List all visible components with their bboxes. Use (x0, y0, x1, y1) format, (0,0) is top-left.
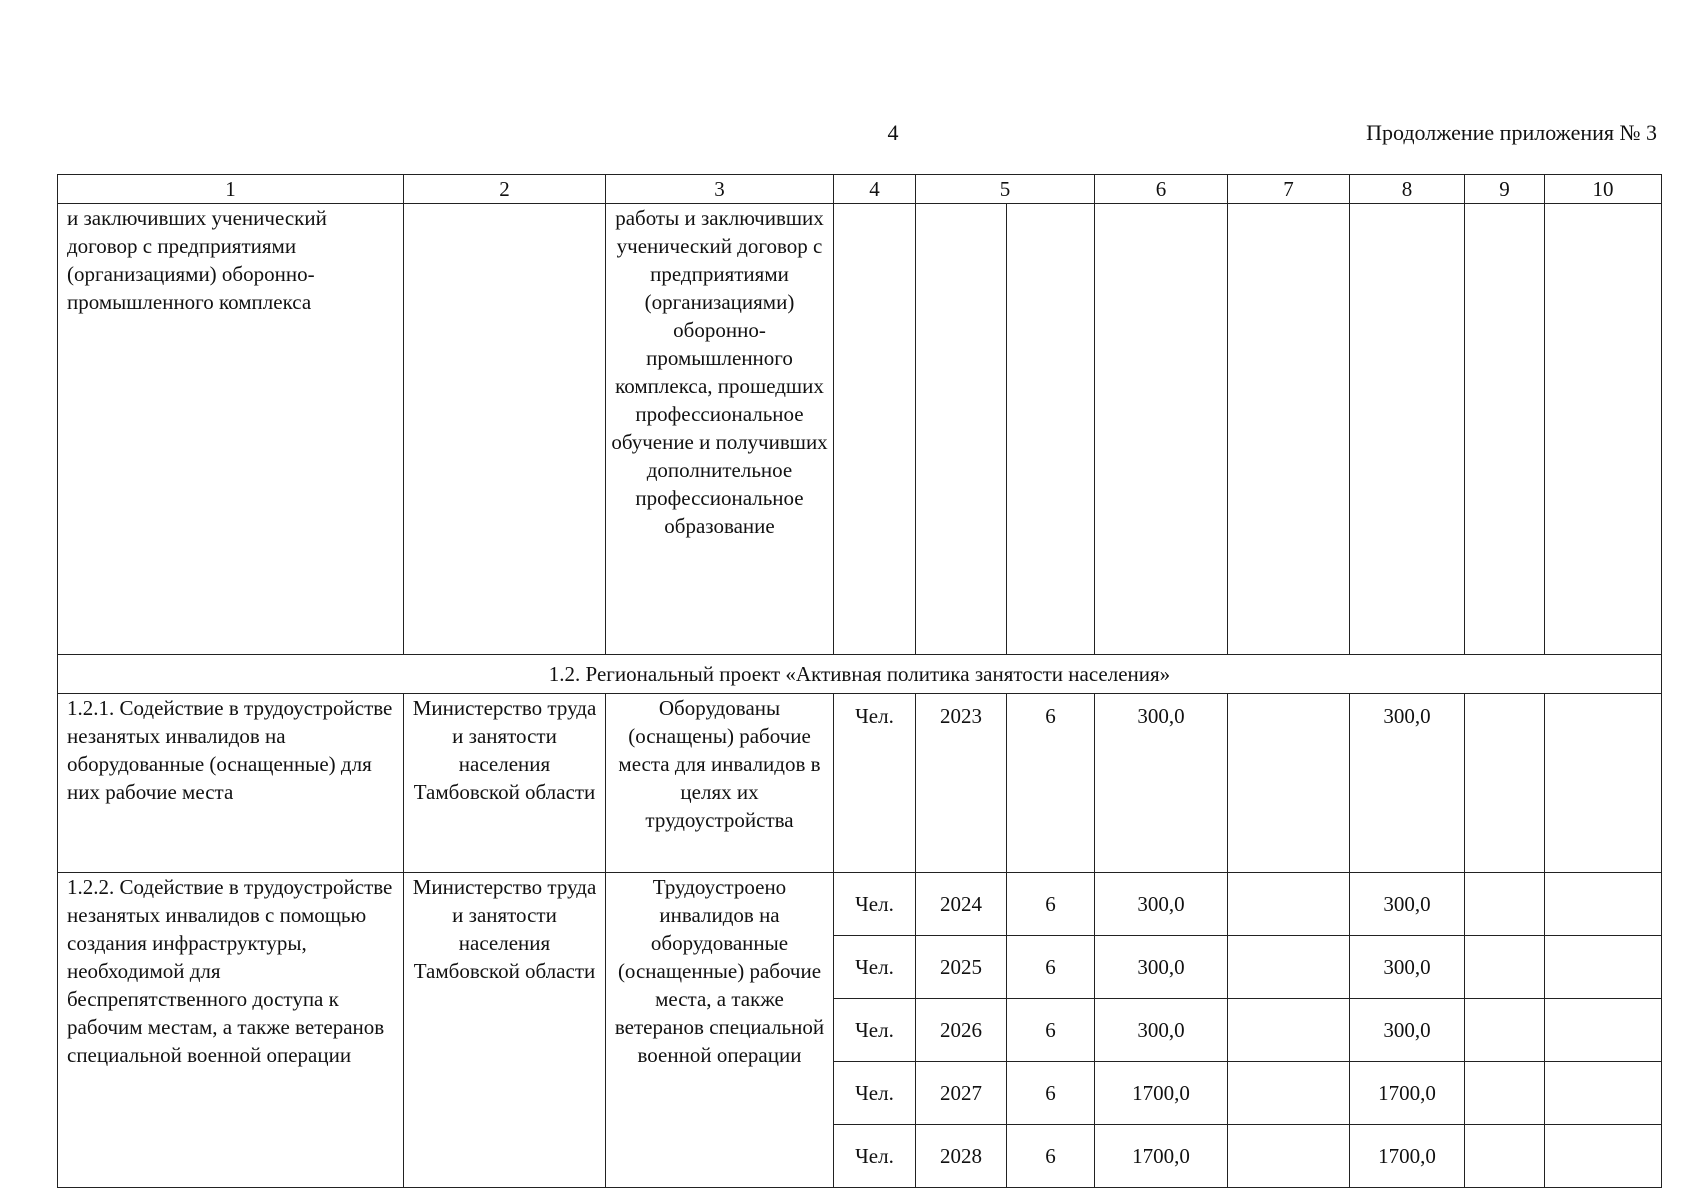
col9-cell (1465, 936, 1545, 999)
table-row (58, 204, 1662, 655)
unit-cell: Чел. (834, 694, 916, 873)
count-cell: 6 (1007, 999, 1095, 1062)
empty-cell (834, 204, 916, 655)
data-table (57, 174, 1662, 1188)
unit-cell: Чел. (834, 936, 916, 999)
column-number: 6 (1095, 175, 1228, 204)
empty-cell (916, 204, 1007, 655)
column-number: 10 (1545, 175, 1662, 204)
table-row (58, 873, 1662, 936)
col7-cell (1228, 694, 1350, 873)
column-number: 9 (1465, 175, 1545, 204)
year-cell: 2025 (916, 936, 1007, 999)
unit-cell: Чел. (834, 1062, 916, 1125)
column-number: 7 (1228, 175, 1350, 204)
col8-cell: 300,0 (1350, 936, 1465, 999)
column-number: 4 (834, 175, 916, 204)
empty-cell (1465, 204, 1545, 655)
column-number: 2 (404, 175, 606, 204)
result-cell: работы и заключивших ученический договор с предприятиями (организациями) оборонно-промышленного комплекса, прошедших профессиональное обучение и получивших дополнительное профессиональное образование (606, 204, 834, 655)
result-cell: Трудоустроено инвалидов на оборудованные (оснащенные) рабочие места, а также ветеранов специальной военной операции (606, 873, 834, 1188)
col9-cell (1465, 1125, 1545, 1188)
total-cell: 1700,0 (1095, 1062, 1228, 1125)
total-cell: 300,0 (1095, 936, 1228, 999)
year-cell: 2028 (916, 1125, 1007, 1188)
year-cell: 2023 (916, 694, 1007, 873)
executor-cell: Министерство труда и занятости населения Тамбовской области (404, 694, 606, 873)
count-cell: 6 (1007, 936, 1095, 999)
year-cell: 2024 (916, 873, 1007, 936)
col7-cell (1228, 936, 1350, 999)
page-header-right: Продолжение приложения № 3 (1366, 120, 1657, 145)
event-name-cell: и заключивших ученический договор с предприятиями (организациями) оборонно-промышленного комплекса (58, 204, 404, 655)
col10-cell (1545, 999, 1662, 1062)
col7-cell (1228, 1125, 1350, 1188)
column-number: 8 (1350, 175, 1465, 204)
count-cell: 6 (1007, 694, 1095, 873)
event-name-cell: 1.2.2. Содействие в трудоустройстве незанятых инвалидов с помощью создания инфраструктуры, необходимой для беспрепятственного доступа к рабочим местам, а также ветеранов специальной военной операции (58, 873, 404, 1188)
col8-cell: 300,0 (1350, 873, 1465, 936)
col8-cell: 300,0 (1350, 999, 1465, 1062)
empty-cell (1545, 204, 1662, 655)
column-number: 3 (606, 175, 834, 204)
executor-cell (404, 204, 606, 655)
col10-cell (1545, 1125, 1662, 1188)
year-cell: 2027 (916, 1062, 1007, 1125)
col8-cell: 1700,0 (1350, 1062, 1465, 1125)
unit-cell: Чел. (834, 1125, 916, 1188)
page-number: 4 (887, 120, 899, 145)
empty-cell (1350, 204, 1465, 655)
col7-cell (1228, 1062, 1350, 1125)
count-cell: 6 (1007, 1125, 1095, 1188)
col9-cell (1465, 873, 1545, 936)
empty-cell (1228, 204, 1350, 655)
col7-cell (1228, 873, 1350, 936)
unit-cell: Чел. (834, 999, 916, 1062)
total-cell: 300,0 (1095, 999, 1228, 1062)
total-cell: 300,0 (1095, 694, 1228, 873)
unit-cell: Чел. (834, 873, 916, 936)
column-number: 5 (916, 175, 1095, 204)
column-number: 1 (58, 175, 404, 204)
col10-cell (1545, 1062, 1662, 1125)
total-cell: 300,0 (1095, 873, 1228, 936)
col10-cell (1545, 936, 1662, 999)
col8-cell: 300,0 (1350, 694, 1465, 873)
count-cell: 6 (1007, 873, 1095, 936)
total-cell: 1700,0 (1095, 1125, 1228, 1188)
col10-cell (1545, 694, 1662, 873)
section-title: 1.2. Региональный проект «Активная политика занятости населения» (58, 655, 1662, 694)
year-cell: 2026 (916, 999, 1007, 1062)
result-cell: Оборудованы (оснащены) рабочие места для инвалидов в целях их трудоустройства (606, 694, 834, 873)
col9-cell (1465, 1062, 1545, 1125)
col7-cell (1228, 999, 1350, 1062)
col9-cell (1465, 999, 1545, 1062)
col10-cell (1545, 873, 1662, 936)
event-name-cell: 1.2.1. Содействие в трудоустройстве незанятых инвалидов на оборудованные (оснащенные) для них рабочие места (58, 694, 404, 873)
empty-cell (1095, 204, 1228, 655)
column-number-row (58, 175, 1662, 204)
table-row (58, 694, 1662, 873)
col8-cell: 1700,0 (1350, 1125, 1465, 1188)
count-cell: 6 (1007, 1062, 1095, 1125)
col9-cell (1465, 694, 1545, 873)
section-row (58, 655, 1662, 694)
executor-cell: Министерство труда и занятости населения Тамбовской области (404, 873, 606, 1188)
empty-cell (1007, 204, 1095, 655)
